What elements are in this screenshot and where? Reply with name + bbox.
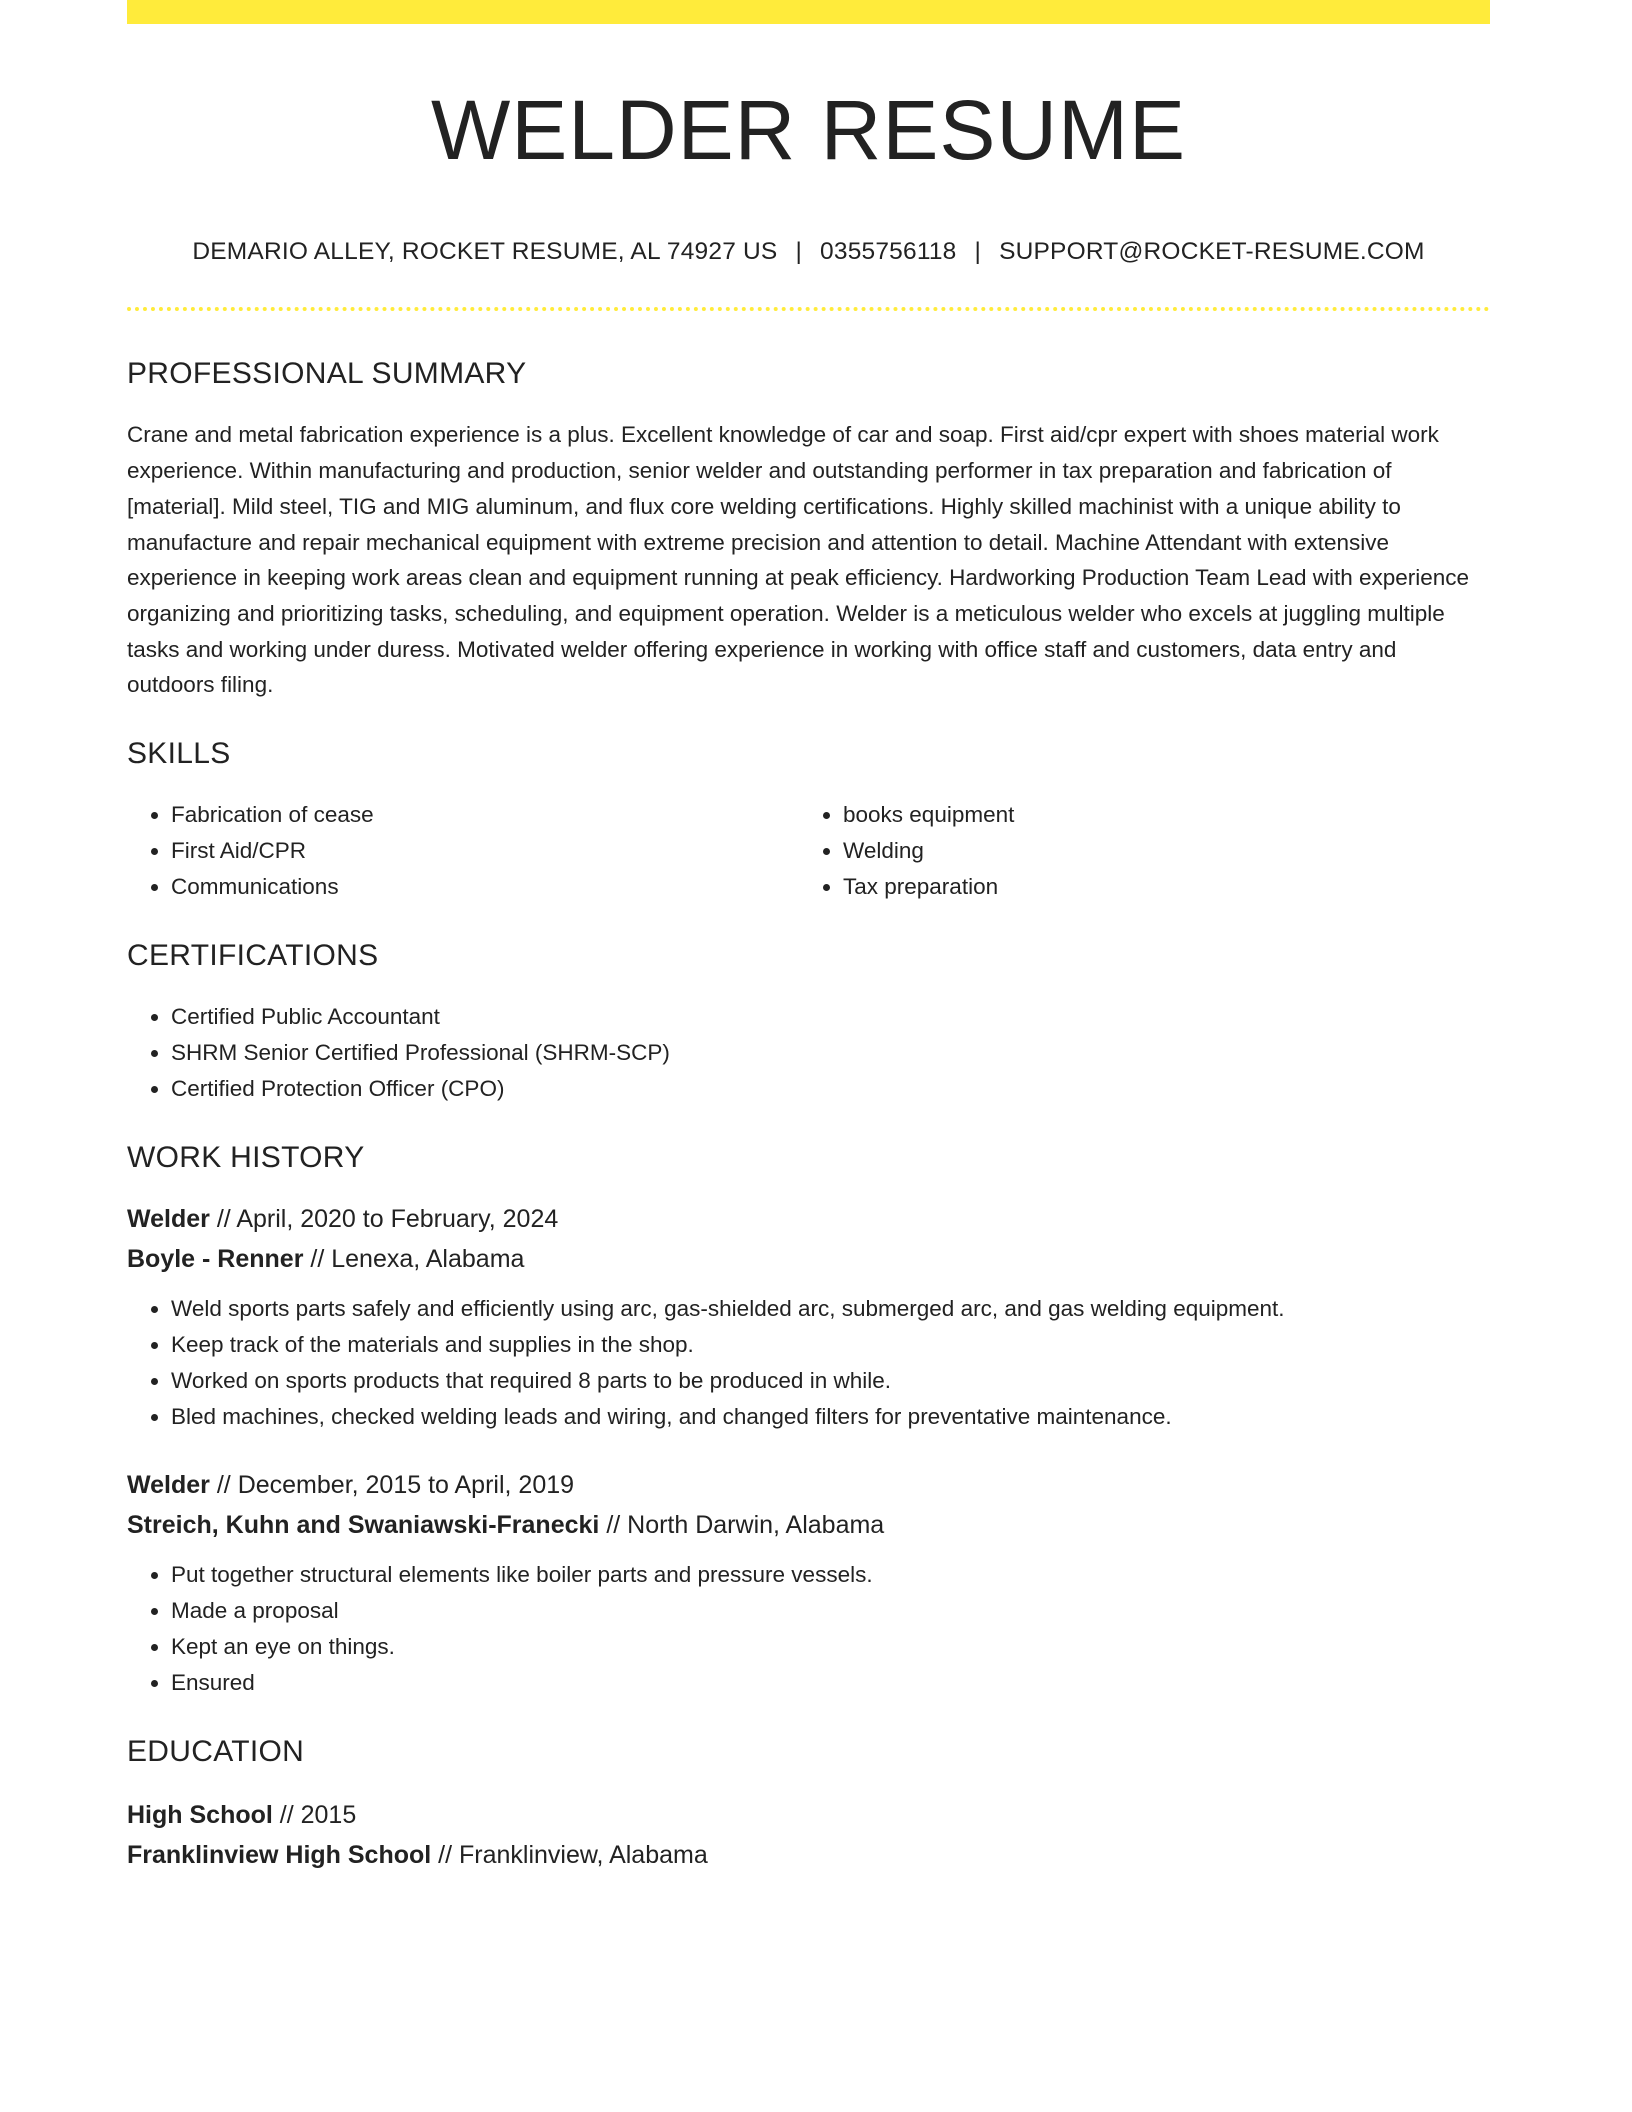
job-role: Welder — [127, 1205, 210, 1234]
skill-item: • books equipment — [843, 797, 1471, 833]
job-company: Boyle - Renner — [127, 1245, 304, 1274]
summary-heading: PROFESSIONAL SUMMARY — [127, 357, 527, 391]
skill-item: • Communications — [171, 869, 799, 905]
job-duty-item: • Ensured — [171, 1665, 1490, 1701]
skills-grid — [127, 797, 1490, 905]
job-company-line — [127, 1239, 1490, 1279]
job-dates: // December, 2015 to April, 2019 — [216, 1471, 575, 1500]
education-location: // Franklinview, Alabama — [438, 1841, 708, 1870]
certification-item: • Certified Protection Officer (CPO) — [171, 1071, 1490, 1107]
resume-title: WELDER RESUME — [430, 83, 1187, 177]
top-accent-bar — [127, 0, 1490, 24]
contact-address: DEMARIO ALLEY, ROCKET RESUME, AL 74927 US — [192, 238, 778, 266]
skills-heading: SKILLS — [127, 737, 231, 771]
education-entry — [127, 1795, 1490, 1875]
education-year: // 2015 — [279, 1801, 357, 1830]
job-duty-item: • Weld sports parts safely and efficiently using arc, gas-shielded arc, submerged arc, and gas welding equipment. — [171, 1291, 1490, 1327]
job-entry — [127, 1465, 1490, 1701]
job-duty-item: • Bled machines, checked welding leads and wiring, and changed filters for preventative maintenance. — [171, 1399, 1490, 1435]
education-school: Franklinview High School — [127, 1841, 432, 1870]
skill-item: • First Aid/CPR — [171, 833, 799, 869]
job-duty-item: • Kept an eye on things. — [171, 1629, 1490, 1665]
resume-page — [127, 0, 1490, 1875]
skill-item: • Fabrication of cease — [171, 797, 799, 833]
skills-right-column — [799, 797, 1471, 905]
skill-item: • Tax preparation — [843, 869, 1471, 905]
certification-item: • SHRM Senior Certified Professional (SHRM-SCP) — [171, 1035, 1490, 1071]
education-degree-line — [127, 1795, 1490, 1835]
job-entry — [127, 1199, 1490, 1435]
certifications-list — [127, 999, 1490, 1107]
job-duties-list — [127, 1291, 1490, 1435]
summary-text: Crane and metal fabrication experience is a plus. Excellent knowledge of car and soap. First aid/cpr expert with shoes material work experience. Within manufacturing and production, senior welder and outstanding performer in tax preparation and fabrication of [material]. Mild steel, TIG and MIG aluminum, and flux core welding certifications. Highly skilled machinist with a unique ability to manufacture and repair mechanical equipment with extreme precision and attention to detail. Machine Attendant with extensive experience in keeping work areas clean and equipment running at peak efficiency. Hardworking Production Team Lead with experience organizing and prioritizing tasks, scheduling, and equipment operation. Welder is a meticulous welder who excels at juggling multiple tasks and working under duress. Motivated welder offering experience in working with office staff and customers, data entry and outdoors filing. — [127, 422, 1470, 698]
education-heading: EDUCATION — [127, 1735, 305, 1769]
job-role: Welder — [127, 1471, 210, 1500]
job-location: // North Darwin, Alabama — [606, 1511, 885, 1540]
contact-separator: | — [795, 238, 803, 266]
job-duties-list — [127, 1557, 1490, 1701]
job-duty-item: • Keep track of the materials and supplies in the shop. — [171, 1327, 1490, 1363]
job-location: // Lenexa, Alabama — [310, 1245, 525, 1274]
job-role-line — [127, 1465, 1490, 1505]
contact-phone: 0355756118 — [820, 238, 957, 266]
work-history-heading: WORK HISTORY — [127, 1141, 365, 1175]
education-school-line — [127, 1835, 1490, 1875]
contact-email: SUPPORT@ROCKET-RESUME.COM — [999, 238, 1425, 266]
skill-item: • Welding — [843, 833, 1471, 869]
job-company: Streich, Kuhn and Swaniawski-Franecki — [127, 1511, 600, 1540]
skills-left-column — [127, 797, 799, 905]
job-dates: // April, 2020 to February, 2024 — [216, 1205, 559, 1234]
dotted-divider — [127, 307, 1490, 311]
contact-line — [127, 238, 1490, 266]
job-role-line — [127, 1199, 1490, 1239]
job-duty-item: • Made a proposal — [171, 1593, 1490, 1629]
job-duty-item: • Put together structural elements like boiler parts and pressure vessels. — [171, 1557, 1490, 1593]
job-company-line — [127, 1505, 1490, 1545]
contact-separator: | — [974, 238, 982, 266]
job-duty-item: • Worked on sports products that required 8 parts to be produced in while. — [171, 1363, 1490, 1399]
education-degree: High School — [127, 1801, 273, 1830]
certifications-heading: CERTIFICATIONS — [127, 939, 379, 973]
certification-item: • Certified Public Accountant — [171, 999, 1490, 1035]
